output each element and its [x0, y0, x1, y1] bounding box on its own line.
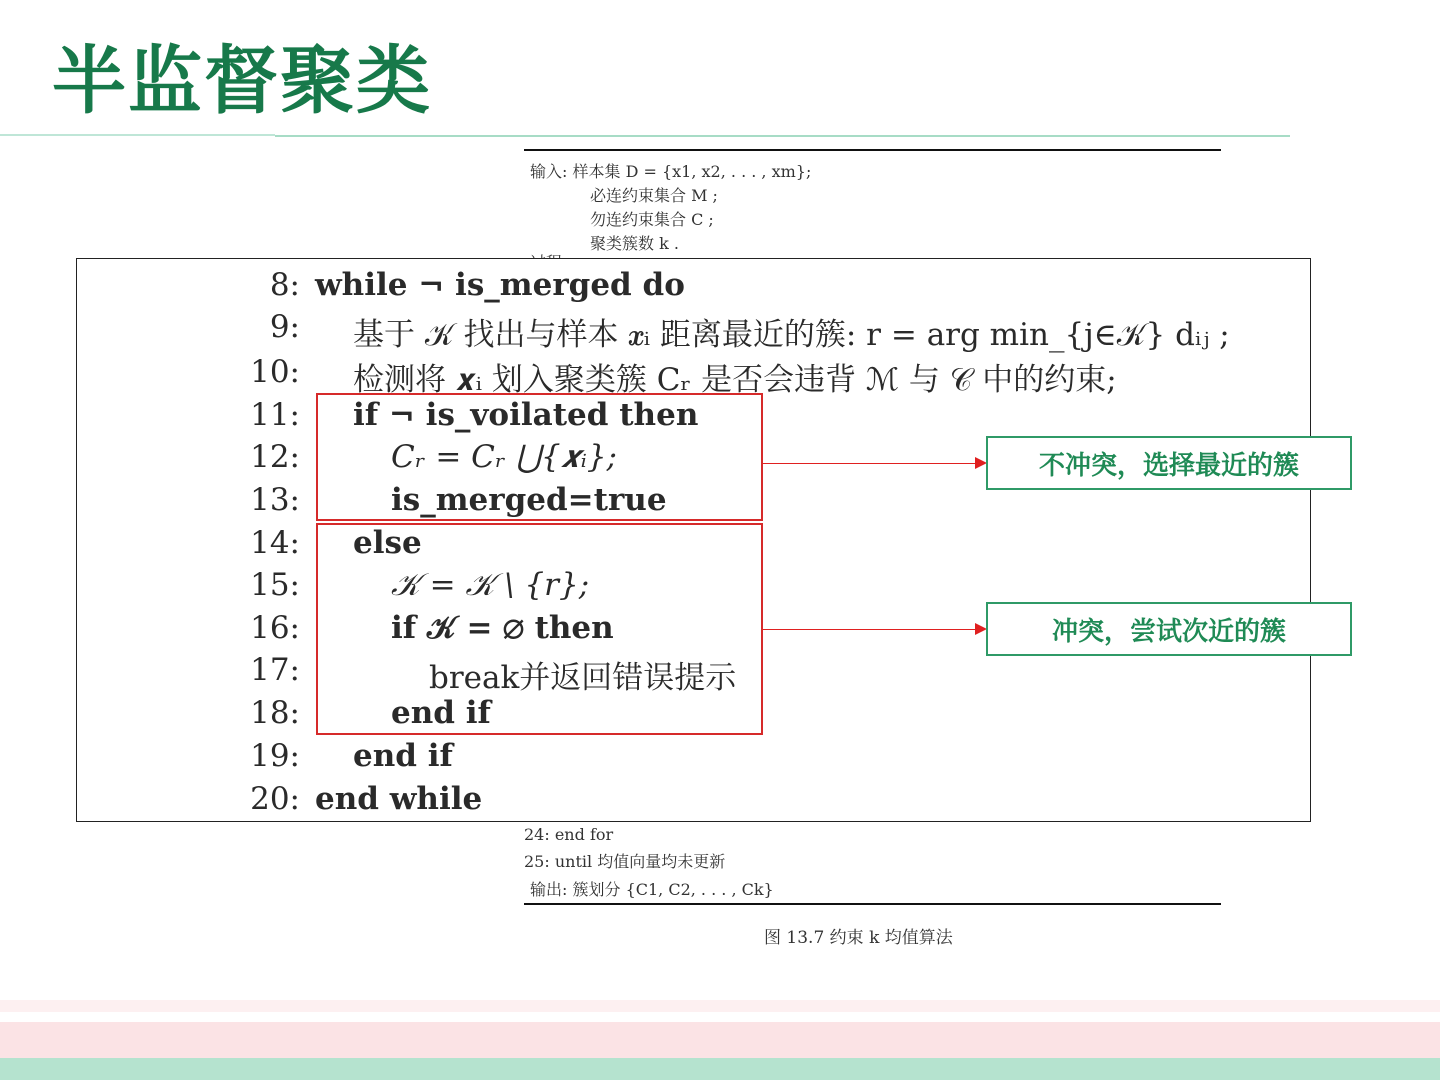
input-line-3: 勿连约束集合 C ;	[590, 210, 714, 229]
no-conflict-arrow	[763, 463, 976, 464]
code-text: end if	[391, 695, 491, 731]
conflict-callout: 冲突，尝试次近的簇	[986, 602, 1352, 656]
footer-band-pink	[0, 1022, 1440, 1058]
line-number: 10:	[250, 354, 300, 390]
footer-line-24: 24: end for	[524, 825, 614, 844]
code-line-8	[77, 267, 1310, 307]
code-line-19	[77, 738, 1310, 778]
line-number: 17:	[250, 652, 300, 688]
footer-band-light	[0, 1000, 1440, 1012]
output-line: 输出: 簇划分 {C1, C2, . . . , Ck}	[530, 880, 774, 899]
code-text: end if	[353, 738, 453, 774]
line-number: 15:	[250, 567, 300, 603]
code-line-20	[77, 781, 1310, 821]
code-text: 基于 𝒦 找出与样本 𝒙ᵢ 距离最近的簇: r = arg min_{j∈𝒦} dᵢⱼ ;	[353, 317, 1230, 353]
line-number: 11:	[250, 397, 300, 433]
input-line-2: 必连约束集合 M ;	[590, 186, 718, 205]
no-conflict-callout: 不冲突，选择最近的簇	[986, 436, 1352, 490]
code-line-10	[77, 354, 1310, 398]
code-text: 检测将 𝒙ᵢ 划入聚类簇 Cᵣ 是否会违背 ℳ 与 𝒞 中的约束;	[353, 362, 1117, 398]
figure-bottom-rule	[524, 903, 1221, 905]
footer-line-25: 25: until 均值向量均未更新	[524, 852, 726, 871]
partial-process-line	[530, 250, 562, 258]
conflict-arrow	[763, 629, 976, 630]
input-line-4: 聚类簇数 k .	[590, 234, 679, 253]
footer-band-green	[0, 1058, 1440, 1080]
code-text: break并返回错误提示	[429, 660, 737, 696]
code-text: while ¬ is_merged do	[315, 267, 685, 303]
figure-top-rule	[524, 149, 1221, 151]
code-text: if ¬ is_voilated then	[353, 397, 699, 433]
line-number: 13:	[250, 482, 300, 518]
code-text: 𝒦 = 𝒦 \ {r};	[391, 567, 590, 603]
line-number: 19:	[250, 738, 300, 774]
code-text: end while	[315, 781, 483, 817]
code-text: is_merged=true	[391, 482, 667, 518]
title-divider-left	[0, 134, 275, 136]
slide-title: 半监督聚类	[52, 38, 432, 124]
input-line-1: 输入: 样本集 D = {x1, x2, . . . , xm};	[530, 162, 812, 181]
code-text: if 𝒦 = ∅ then	[391, 610, 614, 646]
code-text: else	[353, 525, 422, 561]
line-number: 8:	[269, 267, 300, 303]
code-text: Cᵣ = Cᵣ ⋃{𝒙ᵢ};	[391, 439, 617, 475]
title-divider-right	[275, 135, 1290, 137]
line-number: 18:	[250, 695, 300, 731]
code-line-9	[77, 309, 1310, 353]
no-conflict-highlight-box	[316, 393, 763, 521]
line-number: 9:	[269, 309, 300, 345]
conflict-highlight-box	[316, 523, 763, 735]
figure-caption: 图 13.7 约束 k 均值算法	[764, 928, 953, 948]
line-number: 20:	[250, 781, 300, 817]
line-number: 14:	[250, 525, 300, 561]
line-number: 12:	[250, 439, 300, 475]
line-number: 16:	[250, 610, 300, 646]
